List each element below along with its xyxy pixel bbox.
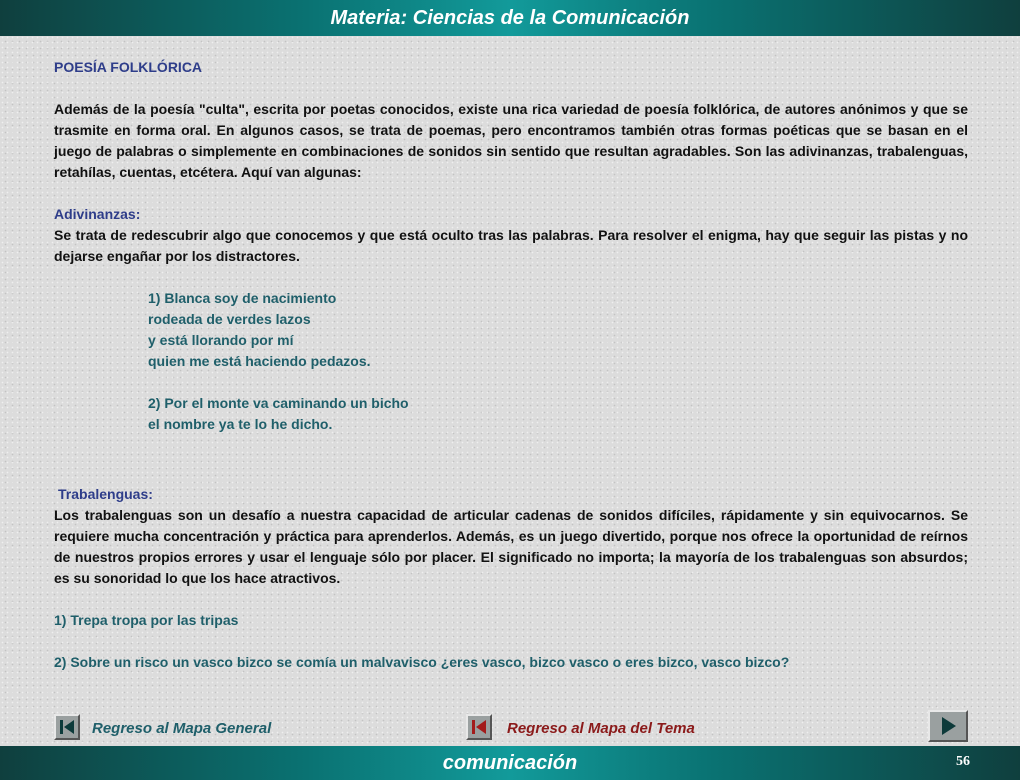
footer-banner	[0, 746, 1020, 780]
header-banner	[0, 0, 1020, 36]
riddle-1-line: y está llorando por mí	[148, 332, 294, 348]
trabalenguas-paragraph: Los trabalenguas son un desafío a nuestra capacidad de articular cadenas de sonidos difíciles, rápidamente y sin equivocarnos. Se requiere mucha concentración y práctica para aprenderlos. Además, es un juego divertido, porque nos ofrece la oportunidad de reírnos de nuestros propios errores y usar el lenguaje sólo por placer. El significado no importa; la mayoría de los trabalenguas son absurdos; es su sonoridad lo que los hace atractivos.	[54, 507, 968, 586]
topic-map-button[interactable]	[466, 714, 492, 740]
riddle-1	[54, 288, 968, 372]
riddle-2	[54, 393, 968, 435]
riddle-1-line: rodeada de verdes lazos	[148, 311, 311, 327]
adivinanzas-heading: Adivinanzas:	[54, 206, 141, 222]
next-page-button[interactable]	[928, 710, 968, 742]
riddle-1-line: 1) Blanca soy de nacimiento	[148, 290, 337, 306]
main-content	[54, 57, 968, 673]
riddle-2-line: 2) Por el monte va caminando un bicho	[148, 395, 409, 411]
navigation-bar	[0, 712, 1020, 744]
first-page-icon-red	[468, 716, 490, 738]
intro-paragraph: Además de la poesía "culta", escrita por poetas conocidos, existe una rica variedad de poesía folklórica, de autores anónimos y que se trasmite en forma oral. En algunos casos, se trata de poemas, pero encontramos también otras formas poéticas que se basan en el juego de palabras o simplemente en combinaciones de sonidos sin sentido que resultan agradables. Son las adivinanzas, trabalenguas, retahílas, cuentas, etcétera. Aquí van algunas:	[54, 101, 968, 180]
play-next-icon	[930, 712, 966, 740]
tongue-twister-1: 1) Trepa tropa por las tripas	[54, 612, 239, 628]
first-page-button[interactable]	[54, 714, 80, 740]
riddle-1-line: quien me está haciendo pedazos.	[148, 353, 371, 369]
page-number: 56	[956, 754, 970, 769]
section-title: POESÍA FOLKLÓRICA	[54, 59, 203, 75]
adivinanzas-paragraph: Se trata de redescubrir algo que conocemos y que está oculto tras las palabras. Para resolver el enigma, hay que seguir las pistas y no dejarse engañar por los distractores.	[54, 227, 968, 264]
tongue-twister-2: 2) Sobre un risco un vasco bizco se comía un malvavisco ¿eres vasco, bizco vasco o eres bizco, vasco bizco?	[54, 654, 790, 670]
riddle-2-line: el nombre ya te lo he dicho.	[148, 416, 333, 432]
footer-label: comunicación	[442, 752, 578, 774]
first-page-icon	[56, 716, 78, 738]
page-title: Materia: Ciencias de la Comunicación	[330, 7, 690, 29]
link-mapa-general[interactable]: Regreso al Mapa General	[92, 720, 272, 737]
link-mapa-tema[interactable]: Regreso al Mapa del Tema	[507, 720, 695, 737]
trabalenguas-heading: Trabalenguas:	[58, 486, 153, 502]
